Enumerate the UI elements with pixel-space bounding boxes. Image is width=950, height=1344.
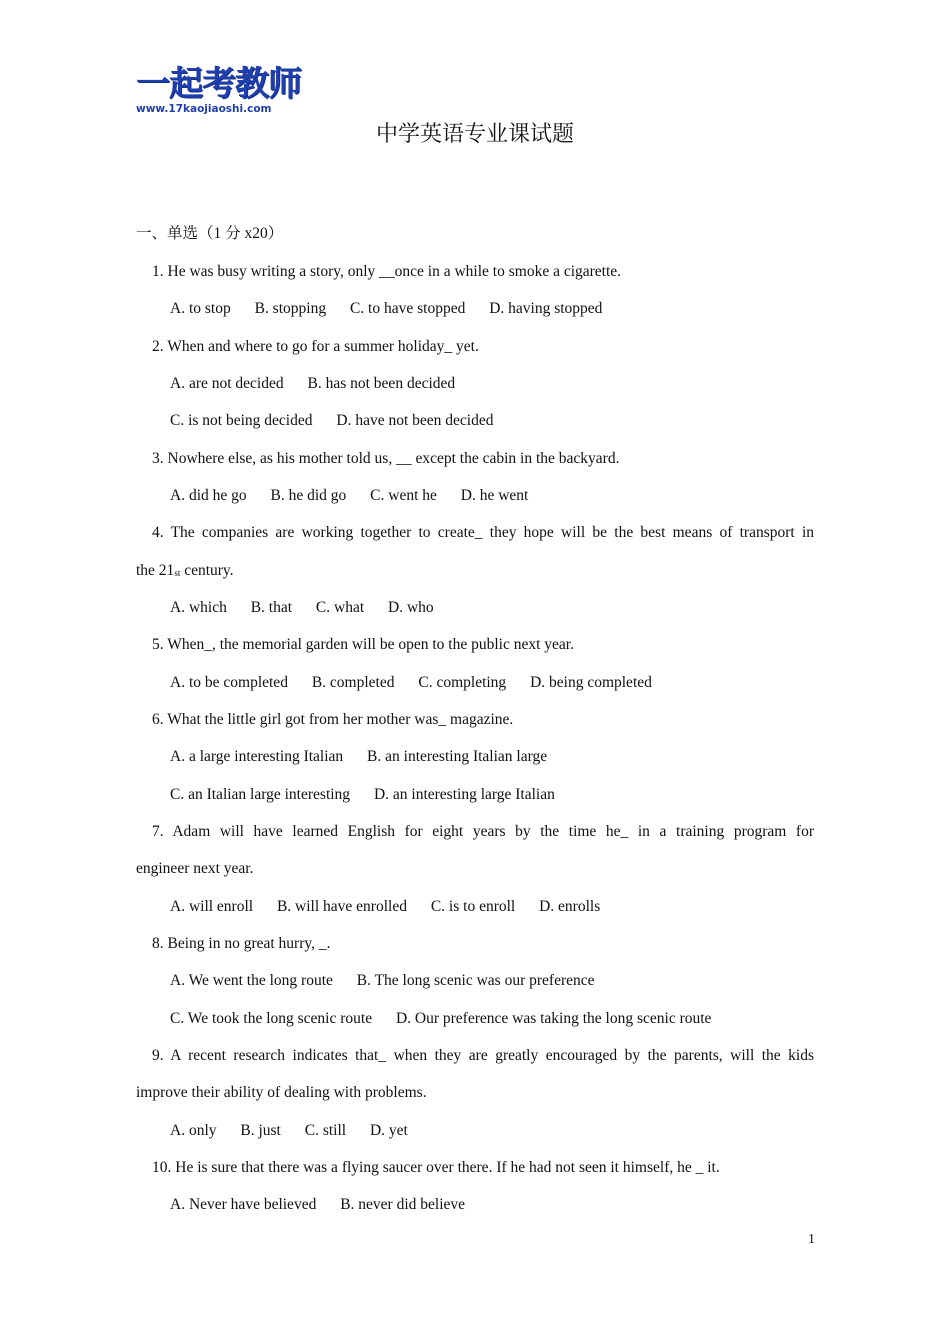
option: C. is to enroll xyxy=(430,898,516,915)
question-options xyxy=(170,372,455,396)
option: B. stopping xyxy=(254,300,327,317)
question-options xyxy=(170,297,602,321)
option: B. completed xyxy=(311,674,395,691)
option: C. what xyxy=(315,599,365,616)
question-options xyxy=(170,484,528,508)
page-number: 1 xyxy=(808,1232,815,1247)
option: B. that xyxy=(250,599,293,616)
question-options xyxy=(170,969,595,993)
site-logo xyxy=(136,66,301,118)
option: A. did he go xyxy=(170,487,247,504)
question-options xyxy=(170,1119,408,1143)
option: B. has not been decided xyxy=(307,375,456,392)
option: D. he went xyxy=(460,487,529,504)
option: A. to be completed xyxy=(170,674,288,691)
question-stem: 9. A recent research indicates that_ when they are greatly encouraged by the parents, will the kids xyxy=(152,1047,814,1064)
question-options xyxy=(170,745,547,769)
page-title: 中学英语专业课试题 xyxy=(375,121,574,146)
question-stem: 5. When_, the memorial garden will be open to the public next year. xyxy=(152,636,574,653)
option: B. will have enrolled xyxy=(276,898,407,915)
option: A. Never have believed xyxy=(170,1196,317,1213)
option: D. who xyxy=(388,599,434,616)
question-options xyxy=(170,1007,711,1031)
question-stem: 3. Nowhere else, as his mother told us, __ except the cabin in the backyard. xyxy=(152,450,620,467)
option: D. enrolls xyxy=(539,898,601,915)
option: D. having stopped xyxy=(489,300,603,317)
question-options xyxy=(170,671,652,695)
question-stem: 7. Adam will have learned English for eight years by the time he_ in a training program for xyxy=(152,823,814,840)
option: B. The long scenic was our preference xyxy=(356,972,595,989)
question-stem-continued: engineer next year. xyxy=(136,860,254,877)
question-stem: 10. He is sure that there was a flying saucer over there. If he had not seen it himself, he _ it. xyxy=(152,1159,720,1176)
option: A. only xyxy=(170,1122,217,1139)
option: B. never did believe xyxy=(340,1196,466,1213)
option: C. We took the long scenic route xyxy=(170,1010,373,1027)
option: A. a large interesting Italian xyxy=(170,748,344,765)
question-stem: 8. Being in no great hurry, _. xyxy=(152,935,331,952)
option: C. is not being decided xyxy=(170,412,313,429)
option: A. which xyxy=(170,599,227,616)
question-stem-continued: the 21st century. xyxy=(136,562,234,579)
option: A. We went the long route xyxy=(170,972,333,989)
logo-url: www.17kaojiaoshi.com xyxy=(136,103,272,115)
option: C. completing xyxy=(418,674,507,691)
option: C. an Italian large interesting xyxy=(170,786,351,803)
option: D. yet xyxy=(369,1122,408,1139)
option: A. will enroll xyxy=(170,898,254,915)
option: D. an interesting large Italian xyxy=(373,786,555,803)
question-stem: 2. When and where to go for a summer holiday_ yet. xyxy=(152,338,479,355)
section-heading: 一、单选（1 分 x20） xyxy=(136,225,284,242)
question-options xyxy=(170,596,434,620)
question-stem: 4. The companies are working together to create_ they hope will be the best means of transport in xyxy=(152,524,814,541)
option: D. being completed xyxy=(530,674,652,691)
option: C. went he xyxy=(370,487,437,504)
question-stem-continued: improve their ability of dealing with problems. xyxy=(136,1084,427,1101)
logo-text: 一起考教师 xyxy=(136,64,301,104)
option: C. to have stopped xyxy=(349,300,466,317)
question-options xyxy=(170,783,555,807)
option: B. an interesting Italian large xyxy=(367,748,548,765)
option: B. just xyxy=(240,1122,281,1139)
question-options xyxy=(170,409,493,433)
option: D. Our preference was taking the long scenic route xyxy=(395,1010,712,1027)
option: A. are not decided xyxy=(170,375,284,392)
option: C. still xyxy=(304,1122,347,1139)
question-stem: 6. What the little girl got from her mother was_ magazine. xyxy=(152,711,514,728)
option: A. to stop xyxy=(170,300,231,317)
option: D. have not been decided xyxy=(336,412,494,429)
option: B. he did go xyxy=(270,487,347,504)
question-stem: 1. He was busy writing a story, only __once in a while to smoke a cigarette. xyxy=(152,263,622,280)
question-options xyxy=(170,895,600,919)
question-options xyxy=(170,1193,465,1217)
